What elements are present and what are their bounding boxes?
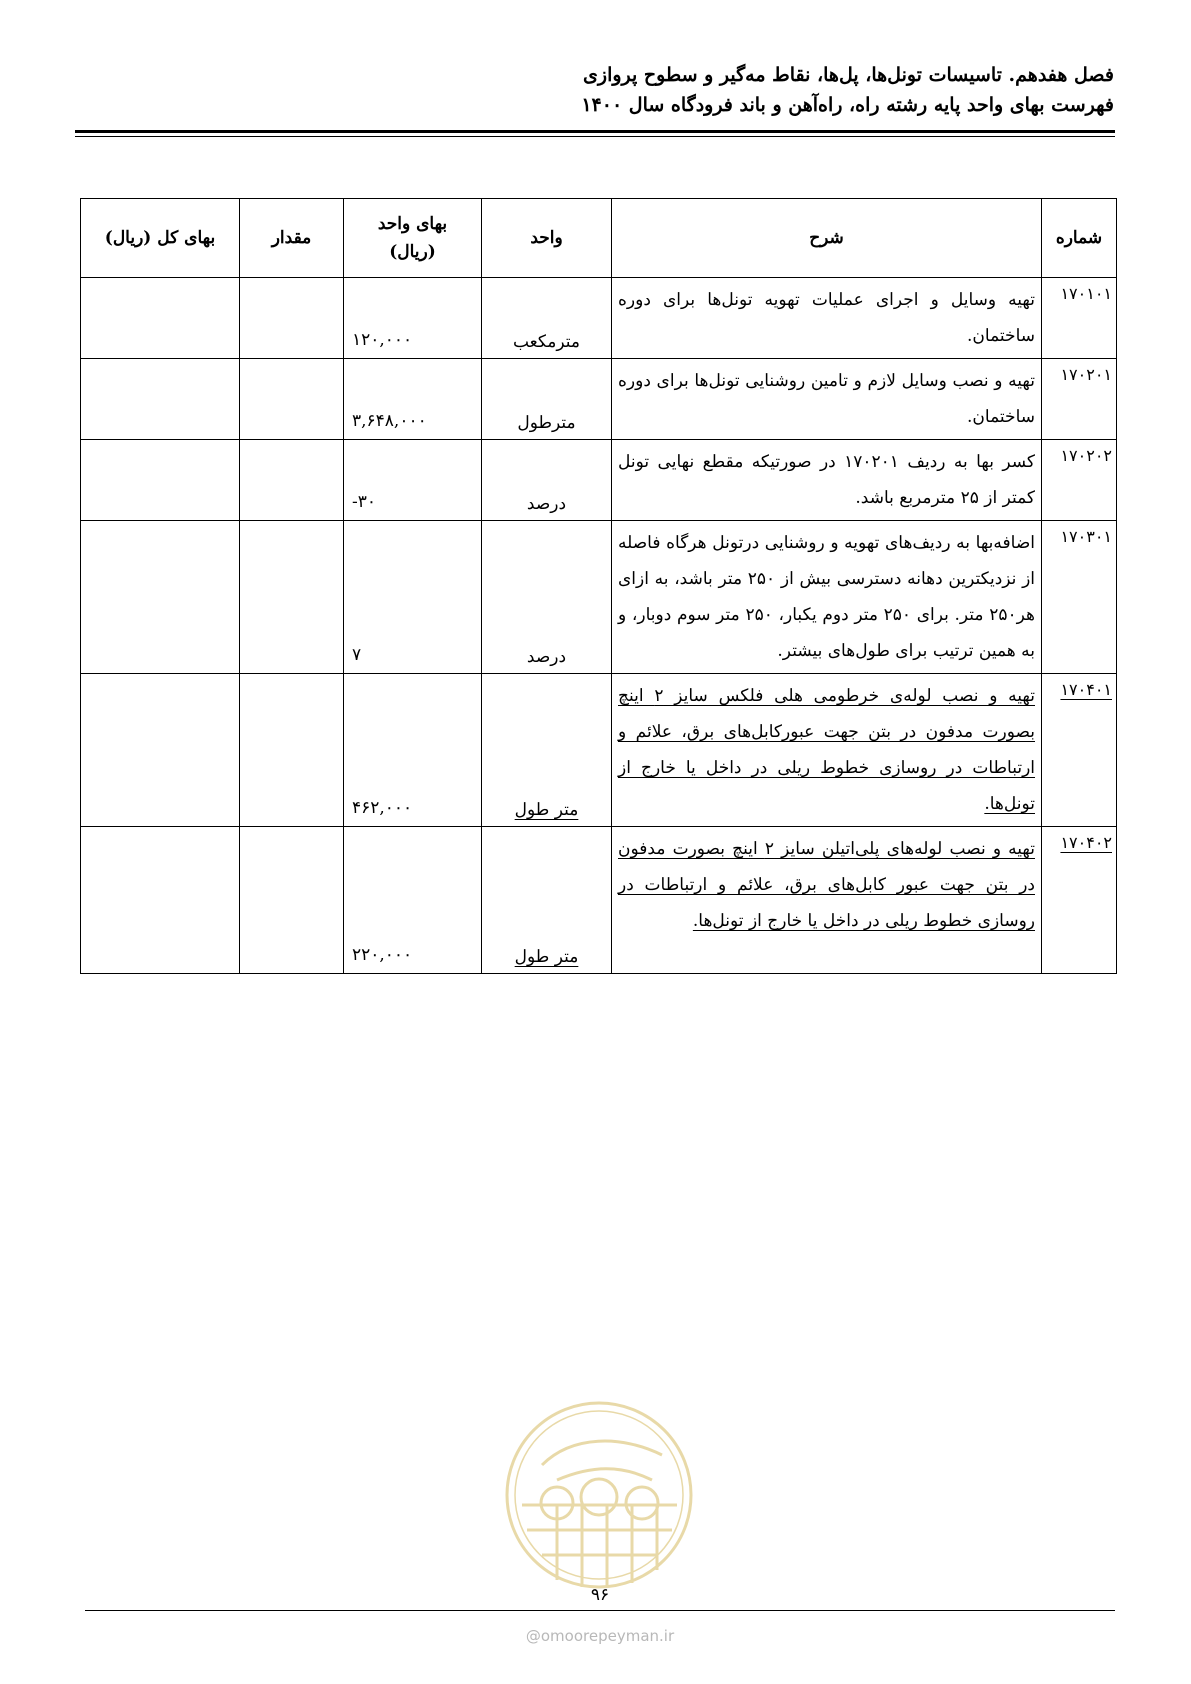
row-unit: متر طول [482,674,612,827]
row-description: اضافه‌بها به ردیف‌های تهویه و روشنایی درتونل هرگاه فاصله از نزدیکترین دهانه دسترسی بیش از ۲۵۰ متر باشد، به ازای هر۲۵۰ متر. برای ۲۵۰ متر دوم یکبار، ۲۵۰ متر سوم دوبار، و به همین ترتیب برای طول‌های بیشتر. [612,521,1042,674]
table-row [81,827,1117,974]
row-quantity [240,278,344,359]
header-rule-thin [75,136,1115,137]
row-total [81,827,240,974]
row-unit-price: ۱۲۰,۰۰۰ [344,278,482,359]
website-watermark: @omoorepeyman.ir [525,1627,675,1645]
row-description: تهیه و نصب لوله‌های پلی‌اتیلن سایز ۲ اینچ بصورت مدفون در بتن جهت عبور کابل‌های برق، علائم و ارتباطات در روسازی خطوط ریلی در داخل یا خارج از تونل‌ها. [612,827,1042,974]
row-description: کسر بها به ردیف ۱۷۰۲۰۱ در صورتیکه مقطع نهایی تونل کمتر از ۲۵ مترمربع باشد. [612,440,1042,521]
header-description: شرح [612,199,1042,278]
page-header [74,60,1114,120]
row-unit: درصد [482,521,612,674]
header-unit: واحد [482,199,612,278]
chapter-title: فصل هفدهم. تاسیسات تونل‌ها، پل‌ها، نقاط مه‌گیر و سطوح پروازی [583,64,1114,86]
row-total [81,278,240,359]
row-unit: مترطول [482,359,612,440]
row-unit-price: ۲۲۰,۰۰۰ [344,827,482,974]
header-rule-thick [75,130,1115,133]
header-unit-price-currency: (ریال) [389,242,436,262]
header-unit-price [344,199,482,278]
header-number: شماره [1042,199,1117,278]
row-unit: مترمکعب [482,278,612,359]
price-table [80,198,1117,974]
table-row [81,440,1117,521]
row-quantity [240,521,344,674]
row-unit-price: ۴۶۲,۰۰۰ [344,674,482,827]
row-quantity [240,674,344,827]
row-unit-price: ۷ [344,521,482,674]
row-number: ۱۷۰۲۰۱ [1042,359,1117,440]
row-number: ۱۷۰۲۰۲ [1042,440,1117,521]
table-row [81,674,1117,827]
row-total [81,440,240,521]
row-number: ۱۷۰۴۰۱ [1042,674,1117,827]
row-quantity [240,359,344,440]
header-total-price: بهای کل (ریال) [81,199,240,278]
table-row [81,359,1117,440]
row-quantity [240,827,344,974]
row-number: ۱۷۰۳۰۱ [1042,521,1117,674]
row-number: ۱۷۰۱۰۱ [1042,278,1117,359]
row-total [81,359,240,440]
row-description: تهیه و نصب لوله‌ی خرطومی هلی فلکس سایز ۲ اینچ بصورت مدفون در بتن جهت عبورکابل‌های برق، علائم و ارتباطات در روسازی خطوط ریلی در داخل یا خارج از تونل‌ها. [612,674,1042,827]
table-row [81,278,1117,359]
table-row [81,521,1117,674]
price-list-title: فهرست بهای واحد پایه رشته راه، راه‌آهن و باند فرودگاه سال ۱۴۰۰ [581,94,1114,116]
watermark-seal-icon [502,1395,697,1595]
row-total [81,674,240,827]
row-unit: متر طول [482,827,612,974]
row-total [81,521,240,674]
header-quantity: مقدار [240,199,344,278]
row-unit-price: ۳,۶۴۸,۰۰۰ [344,359,482,440]
header-unit-price-label: بهای واحد [377,214,448,234]
table-header-row [81,199,1117,278]
row-unit-price: -۳۰ [344,440,482,521]
page-number: ۹۶ [590,1585,610,1605]
row-description: تهیه و نصب وسایل لازم و تامین روشنایی تونل‌ها برای دوره ساختمان. [612,359,1042,440]
row-unit: درصد [482,440,612,521]
row-quantity [240,440,344,521]
row-description: تهیه وسایل و اجرای عملیات تهویه تونل‌ها برای دوره ساختمان. [612,278,1042,359]
footer-rule [85,1610,1115,1611]
row-number: ۱۷۰۴۰۲ [1042,827,1117,974]
